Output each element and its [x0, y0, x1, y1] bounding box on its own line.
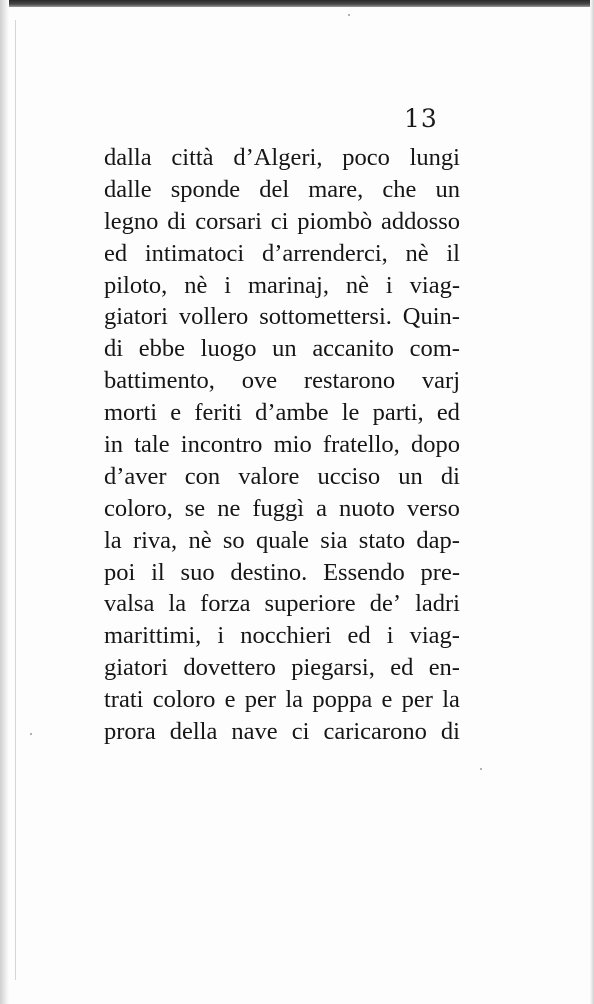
word: d’ambe [255, 399, 329, 427]
word: valore [238, 462, 300, 490]
text-line [104, 270, 460, 302]
word: piegarsi, [291, 654, 375, 682]
word: poppa [312, 686, 373, 714]
word: viag- [409, 622, 460, 650]
word: la [104, 526, 122, 554]
word: poi [104, 558, 136, 586]
word: ladri [415, 590, 460, 618]
word: d’aver [104, 462, 167, 490]
text-line [104, 174, 460, 206]
page-left-edge [0, 0, 9, 1004]
word: per [244, 686, 277, 714]
word: nè [345, 271, 369, 299]
word: il [446, 239, 460, 267]
paper-speck [480, 768, 482, 770]
word: e [224, 686, 236, 714]
word: pre- [420, 558, 460, 586]
word: superiore [264, 590, 356, 618]
word: la [168, 590, 187, 618]
word: de’ [369, 590, 402, 618]
word: città [171, 144, 214, 171]
word: a [316, 494, 327, 522]
word: nè [405, 239, 429, 267]
word: e [170, 399, 182, 427]
word: se [184, 494, 206, 522]
word: suo [180, 558, 215, 586]
paper-speck [348, 14, 350, 16]
word: fuggì [252, 494, 305, 522]
word: coloro [152, 686, 216, 714]
word: fratello, [322, 431, 400, 459]
word: della [169, 718, 218, 746]
word: sia [320, 526, 348, 554]
word: nave [231, 718, 278, 746]
word: quale [255, 526, 310, 554]
word: forza [200, 590, 251, 618]
text-line [104, 397, 460, 429]
word: i [224, 271, 232, 299]
text-line [104, 461, 460, 493]
text-line [104, 684, 460, 716]
text-line [104, 206, 460, 238]
text-line [104, 493, 460, 525]
word: nè [188, 526, 212, 554]
word: caricarono [323, 718, 427, 746]
word: dalle [104, 175, 152, 203]
text-line [104, 525, 460, 557]
word: i [217, 622, 225, 650]
word: dopo [410, 431, 460, 459]
word: nè [184, 271, 208, 299]
word: verso [406, 494, 460, 522]
word: feriti [194, 399, 242, 427]
text-line [104, 652, 460, 684]
word: per [401, 686, 433, 714]
word: di [440, 718, 460, 746]
word: piloto, [104, 271, 168, 299]
word: dalla [104, 144, 152, 171]
text-line [104, 557, 460, 589]
word: poco [342, 144, 390, 171]
word: del [259, 175, 290, 203]
word: viag- [409, 271, 460, 299]
word: i [385, 271, 393, 299]
text-line [104, 716, 460, 748]
word: in [104, 431, 124, 459]
word: ed [390, 654, 414, 682]
word: e [381, 686, 393, 714]
word: un [435, 175, 460, 203]
word: sponde [170, 175, 241, 203]
text-line [104, 142, 460, 174]
word: ove [241, 367, 278, 395]
word: il [151, 558, 165, 586]
word: d’arrenderci, [261, 239, 388, 267]
word: sottomettersi. [259, 303, 392, 331]
word: prora [104, 718, 156, 746]
top-border [0, 0, 594, 7]
text-line [104, 620, 460, 652]
word: ed [436, 399, 460, 427]
text-line [104, 301, 460, 333]
word: ebbe [138, 335, 185, 363]
word: vollero [178, 303, 249, 331]
word: ucciso [317, 462, 381, 490]
word: ed [347, 622, 371, 650]
word: di [440, 462, 460, 490]
word: addosso [381, 207, 460, 235]
word: dap- [416, 526, 460, 554]
word: varj [421, 367, 460, 395]
page-gutter-line [15, 20, 16, 980]
word: incontro [180, 431, 263, 459]
word: nocchieri [240, 622, 332, 650]
word: morti [104, 399, 158, 427]
word: trati [104, 686, 144, 714]
word: giatori [104, 654, 168, 682]
word: lungi [409, 144, 460, 171]
word: ci [291, 718, 310, 746]
word: che [382, 175, 417, 203]
word: riva, [132, 526, 178, 554]
word: mare, [308, 175, 364, 203]
word: di [167, 207, 187, 235]
text-line [104, 588, 460, 620]
word: le [341, 399, 360, 427]
word: valsa [104, 590, 155, 618]
word: battimento, [104, 367, 215, 395]
word: destino. [230, 558, 308, 586]
word: Quin- [402, 303, 460, 331]
word: com- [409, 335, 460, 363]
word: en- [428, 654, 460, 682]
word: dovettero [183, 654, 276, 682]
word: restarono [303, 367, 396, 395]
word: ci [270, 207, 289, 235]
text-line [104, 333, 460, 365]
word: di [104, 335, 124, 363]
word: la [285, 686, 304, 714]
word: marinaj, [248, 271, 329, 299]
word: ne [217, 494, 241, 522]
word: legno [104, 207, 159, 235]
word: giatori [104, 303, 168, 331]
body-text [104, 142, 460, 748]
word: un [272, 335, 297, 363]
word: nuoto [339, 494, 395, 522]
word: parti, [372, 399, 424, 427]
word: i [386, 622, 394, 650]
text-line [104, 238, 460, 270]
word: intimatoci [144, 239, 245, 267]
word: stato [358, 526, 406, 554]
text-line [104, 429, 460, 461]
word: mio [273, 431, 312, 459]
word: d’Algeri, [233, 144, 323, 171]
word: un [398, 462, 423, 490]
word: coloro, [104, 494, 173, 522]
word: corsari [195, 207, 262, 235]
page-right-edge [590, 0, 594, 1004]
page-number: 13 [404, 104, 438, 133]
text-line [104, 365, 460, 397]
word: marittimi, [104, 622, 202, 650]
word: la [442, 686, 460, 714]
word: luogo [200, 335, 257, 363]
word: piombò [297, 207, 373, 235]
word: con [184, 462, 221, 490]
word: tale [134, 431, 170, 459]
word: so [222, 526, 245, 554]
paper-speck [30, 733, 32, 735]
word: accanito [312, 335, 394, 363]
word: ed [104, 239, 128, 267]
word: Essendo [323, 558, 405, 586]
